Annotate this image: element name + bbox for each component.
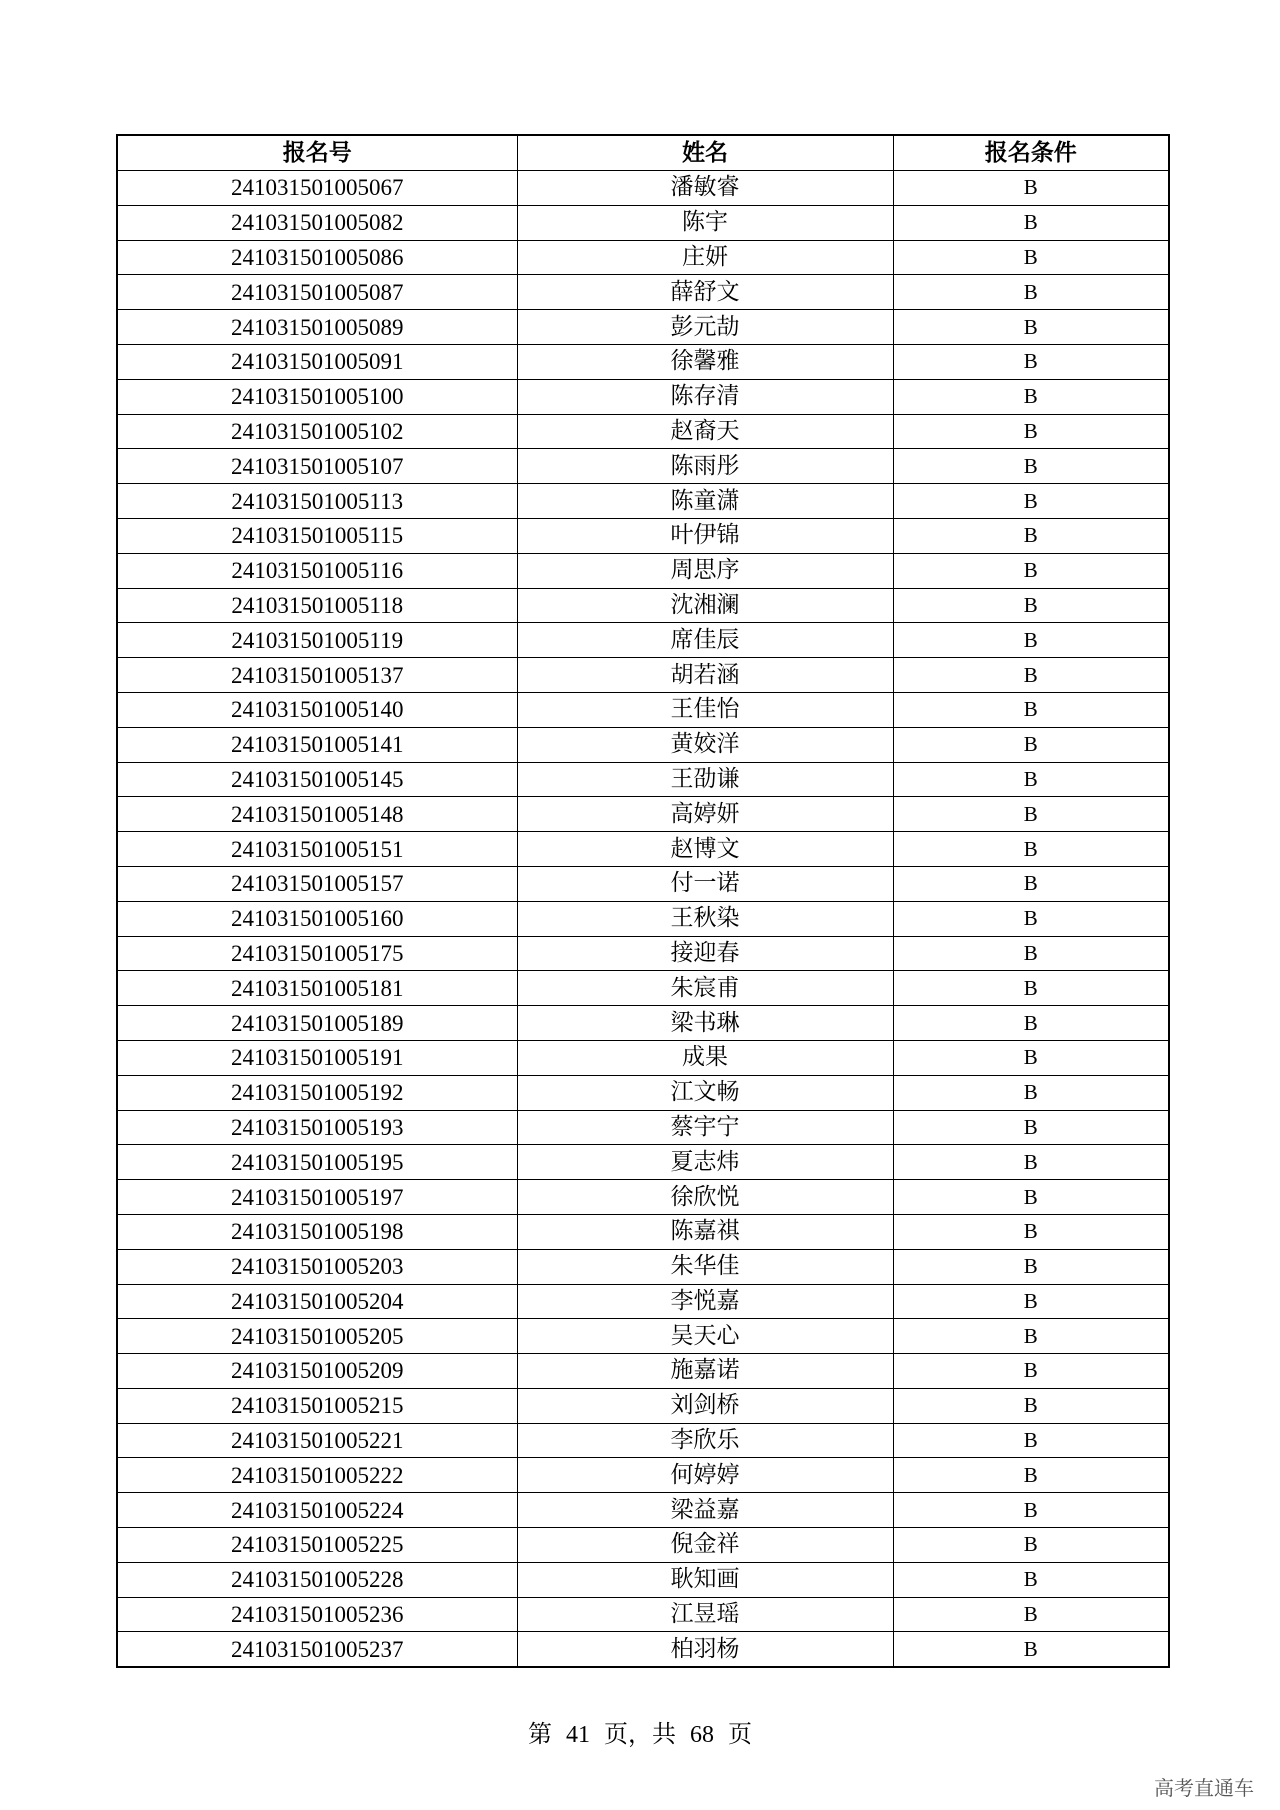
registration-number-cell: 241031501005192 bbox=[117, 1075, 517, 1110]
registration-number-cell: 241031501005116 bbox=[117, 553, 517, 588]
registration-condition-cell: B bbox=[893, 1597, 1169, 1632]
registration-condition-cell: B bbox=[893, 692, 1169, 727]
registration-number-cell: 241031501005115 bbox=[117, 518, 517, 553]
name-cell: 吴天心 bbox=[517, 1319, 893, 1354]
table-row bbox=[117, 310, 1169, 345]
registration-number-cell: 241031501005175 bbox=[117, 936, 517, 971]
registration-number-cell: 241031501005181 bbox=[117, 971, 517, 1006]
registration-condition-cell: B bbox=[893, 1458, 1169, 1493]
table-row bbox=[117, 275, 1169, 310]
table-row bbox=[117, 518, 1169, 553]
table-body bbox=[117, 171, 1169, 1668]
registration-number-cell: 241031501005191 bbox=[117, 1040, 517, 1075]
name-cell: 陈宇 bbox=[517, 205, 893, 240]
registration-condition-cell: B bbox=[893, 1354, 1169, 1389]
name-cell: 黄姣洋 bbox=[517, 727, 893, 762]
table-row bbox=[117, 484, 1169, 519]
registration-number-cell: 241031501005089 bbox=[117, 310, 517, 345]
table-row bbox=[117, 1040, 1169, 1075]
registration-number-cell: 241031501005228 bbox=[117, 1562, 517, 1597]
registration-number-cell: 241031501005137 bbox=[117, 658, 517, 693]
table-row bbox=[117, 205, 1169, 240]
registration-number-cell: 241031501005145 bbox=[117, 762, 517, 797]
table-row bbox=[117, 901, 1169, 936]
name-cell: 柏羽杨 bbox=[517, 1632, 893, 1667]
table-row bbox=[117, 971, 1169, 1006]
table-row bbox=[117, 1597, 1169, 1632]
registration-condition-cell: B bbox=[893, 623, 1169, 658]
registration-condition-cell: B bbox=[893, 762, 1169, 797]
registration-number-cell: 241031501005236 bbox=[117, 1597, 517, 1632]
registration-number-cell: 241031501005204 bbox=[117, 1284, 517, 1319]
name-cell: 王秋染 bbox=[517, 901, 893, 936]
registration-number-cell: 241031501005157 bbox=[117, 866, 517, 901]
registration-condition-cell: B bbox=[893, 866, 1169, 901]
registration-condition-cell: B bbox=[893, 1319, 1169, 1354]
watermark: 高考直通车 bbox=[1154, 1776, 1254, 1800]
footer-suffix: 页 bbox=[728, 1722, 752, 1748]
name-cell: 梁益嘉 bbox=[517, 1493, 893, 1528]
name-cell: 陈嘉祺 bbox=[517, 1214, 893, 1249]
registration-condition-cell: B bbox=[893, 449, 1169, 484]
name-cell: 周思序 bbox=[517, 553, 893, 588]
registration-number-cell: 241031501005209 bbox=[117, 1354, 517, 1389]
registration-condition-cell: B bbox=[893, 484, 1169, 519]
footer-total-pages: 68 bbox=[690, 1722, 714, 1748]
table-row bbox=[117, 832, 1169, 867]
table-row bbox=[117, 1110, 1169, 1145]
registration-number-cell: 241031501005118 bbox=[117, 588, 517, 623]
registration-condition-cell: B bbox=[893, 310, 1169, 345]
name-cell: 成果 bbox=[517, 1040, 893, 1075]
registration-condition-cell: B bbox=[893, 1214, 1169, 1249]
name-cell: 彭元劼 bbox=[517, 310, 893, 345]
name-cell: 庄妍 bbox=[517, 240, 893, 275]
table-row bbox=[117, 1319, 1169, 1354]
name-cell: 施嘉诺 bbox=[517, 1354, 893, 1389]
registration-number-cell: 241031501005102 bbox=[117, 414, 517, 449]
registration-condition-cell: B bbox=[893, 344, 1169, 379]
table-row bbox=[117, 1075, 1169, 1110]
name-cell: 徐馨雅 bbox=[517, 344, 893, 379]
name-cell: 王佳怡 bbox=[517, 692, 893, 727]
registration-condition-cell: B bbox=[893, 588, 1169, 623]
name-cell: 何婷婷 bbox=[517, 1458, 893, 1493]
registration-condition-cell: B bbox=[893, 901, 1169, 936]
registration-number-cell: 241031501005107 bbox=[117, 449, 517, 484]
registration-number-cell: 241031501005160 bbox=[117, 901, 517, 936]
registration-condition-cell: B bbox=[893, 797, 1169, 832]
registration-number-cell: 241031501005100 bbox=[117, 379, 517, 414]
registration-number-cell: 241031501005193 bbox=[117, 1110, 517, 1145]
registration-number-cell: 241031501005224 bbox=[117, 1493, 517, 1528]
registration-condition-cell: B bbox=[893, 1284, 1169, 1319]
table-row bbox=[117, 1493, 1169, 1528]
registration-condition-cell: B bbox=[893, 1388, 1169, 1423]
page-footer bbox=[0, 1714, 1280, 1749]
registration-condition-cell: B bbox=[893, 553, 1169, 588]
table-row bbox=[117, 762, 1169, 797]
name-cell: 江文畅 bbox=[517, 1075, 893, 1110]
table-row bbox=[117, 1388, 1169, 1423]
registration-table bbox=[116, 134, 1170, 1668]
table-row bbox=[117, 1528, 1169, 1563]
registration-condition-cell: B bbox=[893, 1040, 1169, 1075]
table-row bbox=[117, 936, 1169, 971]
header-name: 姓名 bbox=[517, 135, 893, 171]
name-cell: 赵博文 bbox=[517, 832, 893, 867]
name-cell: 江昱瑶 bbox=[517, 1597, 893, 1632]
registration-condition-cell: B bbox=[893, 240, 1169, 275]
name-cell: 朱华佳 bbox=[517, 1249, 893, 1284]
registration-number-cell: 241031501005203 bbox=[117, 1249, 517, 1284]
table-row bbox=[117, 1145, 1169, 1180]
table-row bbox=[117, 553, 1169, 588]
registration-condition-cell: B bbox=[893, 1632, 1169, 1667]
registration-condition-cell: B bbox=[893, 1145, 1169, 1180]
registration-number-cell: 241031501005195 bbox=[117, 1145, 517, 1180]
registration-number-cell: 241031501005151 bbox=[117, 832, 517, 867]
registration-number-cell: 241031501005086 bbox=[117, 240, 517, 275]
registration-number-cell: 241031501005198 bbox=[117, 1214, 517, 1249]
registration-number-cell: 241031501005225 bbox=[117, 1528, 517, 1563]
table-row bbox=[117, 866, 1169, 901]
registration-condition-cell: B bbox=[893, 658, 1169, 693]
registration-condition-cell: B bbox=[893, 832, 1169, 867]
registration-condition-cell: B bbox=[893, 1075, 1169, 1110]
name-cell: 付一诺 bbox=[517, 866, 893, 901]
name-cell: 王劭谦 bbox=[517, 762, 893, 797]
table-row bbox=[117, 171, 1169, 206]
registration-condition-cell: B bbox=[893, 275, 1169, 310]
name-cell: 蔡宇宁 bbox=[517, 1110, 893, 1145]
name-cell: 梁书琳 bbox=[517, 1006, 893, 1041]
name-cell: 席佳辰 bbox=[517, 623, 893, 658]
name-cell: 高婷妍 bbox=[517, 797, 893, 832]
footer-page-number: 41 bbox=[566, 1722, 590, 1748]
registration-number-cell: 241031501005189 bbox=[117, 1006, 517, 1041]
name-cell: 薛舒文 bbox=[517, 275, 893, 310]
table-row bbox=[117, 1180, 1169, 1215]
registration-condition-cell: B bbox=[893, 1249, 1169, 1284]
registration-number-cell: 241031501005087 bbox=[117, 275, 517, 310]
table-row bbox=[117, 1006, 1169, 1041]
registration-number-cell: 241031501005141 bbox=[117, 727, 517, 762]
name-cell: 朱宸甫 bbox=[517, 971, 893, 1006]
name-cell: 潘敏睿 bbox=[517, 171, 893, 206]
registration-condition-cell: B bbox=[893, 1493, 1169, 1528]
header-registration-number: 报名号 bbox=[117, 135, 517, 171]
registration-condition-cell: B bbox=[893, 1180, 1169, 1215]
registration-number-cell: 241031501005119 bbox=[117, 623, 517, 658]
table-row bbox=[117, 414, 1169, 449]
registration-number-cell: 241031501005222 bbox=[117, 1458, 517, 1493]
registration-condition-cell: B bbox=[893, 205, 1169, 240]
table-row bbox=[117, 692, 1169, 727]
table-row bbox=[117, 623, 1169, 658]
name-cell: 陈童潇 bbox=[517, 484, 893, 519]
registration-condition-cell: B bbox=[893, 1110, 1169, 1145]
registration-condition-cell: B bbox=[893, 1006, 1169, 1041]
registration-number-cell: 241031501005067 bbox=[117, 171, 517, 206]
table-row bbox=[117, 240, 1169, 275]
registration-number-cell: 241031501005113 bbox=[117, 484, 517, 519]
name-cell: 胡若涵 bbox=[517, 658, 893, 693]
name-cell: 夏志炜 bbox=[517, 1145, 893, 1180]
footer-prefix: 第 bbox=[528, 1722, 552, 1748]
table-row bbox=[117, 449, 1169, 484]
name-cell: 耿知画 bbox=[517, 1562, 893, 1597]
name-cell: 李欣乐 bbox=[517, 1423, 893, 1458]
name-cell: 陈存清 bbox=[517, 379, 893, 414]
table-row bbox=[117, 1562, 1169, 1597]
header-registration-condition: 报名条件 bbox=[893, 135, 1169, 171]
registration-condition-cell: B bbox=[893, 518, 1169, 553]
table-row bbox=[117, 1458, 1169, 1493]
registration-number-cell: 241031501005221 bbox=[117, 1423, 517, 1458]
table-row bbox=[117, 344, 1169, 379]
registration-number-cell: 241031501005140 bbox=[117, 692, 517, 727]
name-cell: 赵裔天 bbox=[517, 414, 893, 449]
name-cell: 李悦嘉 bbox=[517, 1284, 893, 1319]
registration-condition-cell: B bbox=[893, 1423, 1169, 1458]
name-cell: 接迎春 bbox=[517, 936, 893, 971]
table-row bbox=[117, 797, 1169, 832]
table-row bbox=[117, 1423, 1169, 1458]
registration-number-cell: 241031501005237 bbox=[117, 1632, 517, 1667]
table-row bbox=[117, 727, 1169, 762]
name-cell: 刘剑桥 bbox=[517, 1388, 893, 1423]
registration-number-cell: 241031501005205 bbox=[117, 1319, 517, 1354]
table-row bbox=[117, 1354, 1169, 1389]
table-row bbox=[117, 588, 1169, 623]
registration-condition-cell: B bbox=[893, 971, 1169, 1006]
name-cell: 倪金祥 bbox=[517, 1528, 893, 1563]
table-row bbox=[117, 1214, 1169, 1249]
registration-condition-cell: B bbox=[893, 1528, 1169, 1563]
name-cell: 沈湘澜 bbox=[517, 588, 893, 623]
name-cell: 叶伊锦 bbox=[517, 518, 893, 553]
table-row bbox=[117, 1249, 1169, 1284]
table-row bbox=[117, 1284, 1169, 1319]
registration-number-cell: 241031501005091 bbox=[117, 344, 517, 379]
table-row bbox=[117, 658, 1169, 693]
table-header-row bbox=[117, 135, 1169, 171]
registration-condition-cell: B bbox=[893, 1562, 1169, 1597]
registration-number-cell: 241031501005197 bbox=[117, 1180, 517, 1215]
footer-middle: 页，共 bbox=[604, 1722, 676, 1748]
registration-condition-cell: B bbox=[893, 727, 1169, 762]
table-row bbox=[117, 1632, 1169, 1667]
registration-number-cell: 241031501005215 bbox=[117, 1388, 517, 1423]
registration-number-cell: 241031501005082 bbox=[117, 205, 517, 240]
registration-condition-cell: B bbox=[893, 379, 1169, 414]
registration-condition-cell: B bbox=[893, 414, 1169, 449]
registration-condition-cell: B bbox=[893, 171, 1169, 206]
registration-condition-cell: B bbox=[893, 936, 1169, 971]
name-cell: 陈雨彤 bbox=[517, 449, 893, 484]
registration-number-cell: 241031501005148 bbox=[117, 797, 517, 832]
name-cell: 徐欣悦 bbox=[517, 1180, 893, 1215]
table-row bbox=[117, 379, 1169, 414]
